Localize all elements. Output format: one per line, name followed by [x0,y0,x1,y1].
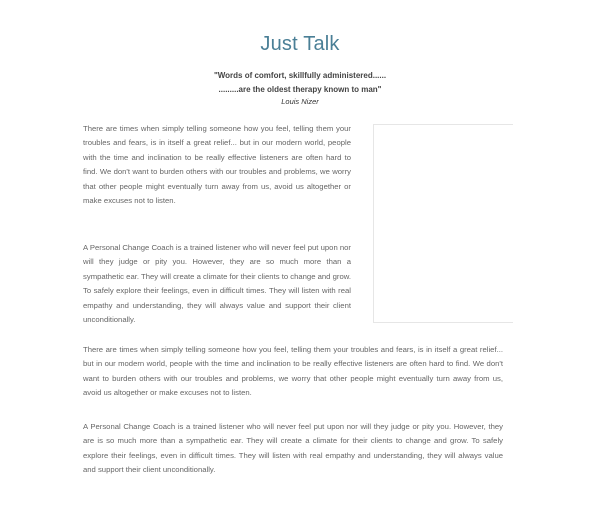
coach-paragraph-repeat: A Personal Change Coach is a trained listener who will never feel put upon nor will they judge or pity you. However, they are is so much more than a sympathetic ear. They will create a climate for their clients to change and grow. To safely explore their feelings, even in difficult times. They will listen with real empathy and understanding, they will always value and support their client unconditionally. [83,422,503,475]
quote-line-1: "Words of comfort, skillfully administered...... [213,71,387,80]
intro-paragraph-repeat: There are times when simply telling someone how you feel, telling them your troubles and fears, is in itself a great relief... but in our modern world, people with the time and inclination to be really effective listeners are often hard to find. We don't want to burden others with our troubles and problems, we worry that other people might eventually turn away from us, avoid us altogether or make excuses not to listen. [83,345,503,398]
page-title: Just Talk [260,33,340,55]
intro-paragraph: There are times when simply telling someone how you feel, telling them your troubles and fears, is in itself a great relief... but in our modern world, people with the time and inclination to be really effective listeners are often hard to find. We don't want to burden others with our troubles and problems, we worry that other people might eventually turn away from us, avoid us altogether or make excuses not to listen. [83,124,351,206]
quote [0,69,600,97]
image-placeholder [373,124,513,323]
quote-line-2: .........are the oldest therapy known to man" [218,85,382,94]
coach-paragraph: A Personal Change Coach is a trained listener who will never feel put upon nor will they judge or pity you. However, they are so much more than a sympathetic ear. They will create a climate for their clients to change and grow. To safely explore their feelings, even in difficult times. They will listen with real empathy and understanding, they will always value and support their client unconditionally. [83,243,351,325]
quote-author: Louis Nizer [281,97,319,106]
